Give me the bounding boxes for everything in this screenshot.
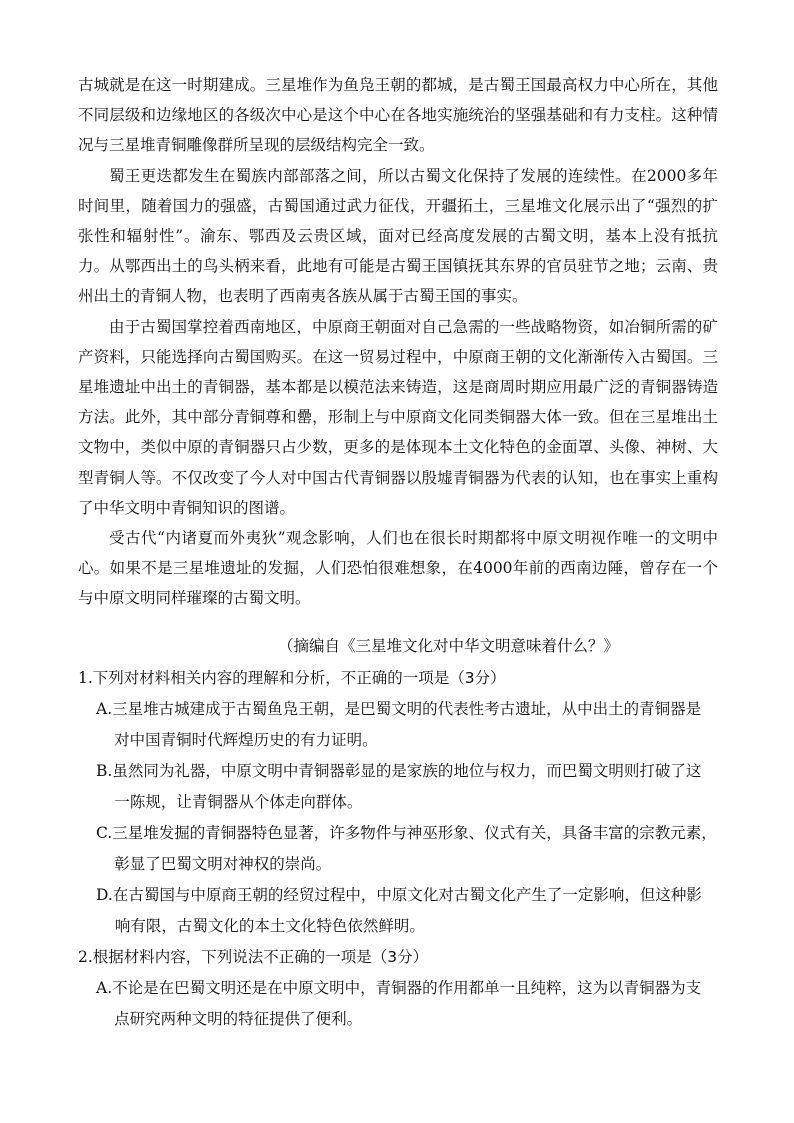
option-letter: A.: [96, 979, 113, 997]
passage-source: （摘编自《三星堆文化对中华文明意味着什么？》: [278, 637, 620, 655]
option-text: [112, 818, 728, 880]
option-text: [112, 694, 728, 756]
option-line: 在古蜀国与中原商王朝的经贸过程中，中原文化对古蜀文化产生了一定影响，但这种影: [112, 886, 702, 904]
option-letter: C.: [96, 824, 113, 842]
question-text: 根据材料内容，下列说法不正确的一项是（3分）: [92, 948, 429, 966]
option-line: 一陈规，让青铜器从个体走向群体。: [114, 793, 363, 811]
question-number: 2.: [78, 948, 93, 966]
option-line: 虽然同为礼器，中原文明中青铜器彰显的是家族的地位与权力，而巴蜀文明则打破了这: [112, 762, 702, 780]
option-a: [78, 694, 728, 756]
passage-paragraph: 古城就是在这一时期建成。三星堆作为鱼凫王朝的都城，是古蜀王国最高权力中心所在，其他不同层级和边缘地区的各级次中心是这个中心在各地实施统治的坚强基础和有力支柱。这种情况与三星堆青铜雕像群所呈现的层级结构完全一致。: [78, 76, 718, 155]
option-letter: B.: [96, 762, 113, 780]
option-d: [78, 880, 728, 942]
option-c: [78, 818, 728, 880]
option-line: 响有限，古蜀文化的本土文化特色依然鲜明。: [114, 917, 425, 935]
option-line: 彰显了巴蜀文明对神权的崇尚。: [114, 855, 332, 873]
option-line: 三星堆古城建成于古蜀鱼凫王朝，是巴蜀文明的代表性考古遗址，从中出土的青铜器是: [112, 700, 702, 718]
option-letter: D.: [96, 886, 113, 904]
question-number: 1.: [78, 669, 93, 687]
option-text: [112, 756, 728, 818]
option-text: [112, 973, 728, 1035]
question-text: 下列对材料相关内容的理解和分析，不正确的一项是（3分）: [92, 669, 506, 687]
question-stem: [78, 663, 728, 694]
option-letter: A.: [96, 700, 113, 718]
passage-paragraph: 蜀王更迭都发生在蜀族内部部落之间，所以古蜀文化保持了发展的连续性。在2000多年时间里，随着国力的强盛，古蜀国通过武力征伐，开疆拓土，三星堆文化展示出了“强烈的扩张性和辐射性”。渝东、鄂西及云贵区域，面对已经高度发展的古蜀文明，基本上没有抵抗力。从鄂西出土的鸟头柄来看，此地有可能是古蜀王国镇抚其东界的官员驻节之地；云南、贵州出土的青铜人物，也表明了西南夷各族从属于古蜀王国的事实。: [78, 166, 718, 306]
reading-passage: [78, 70, 718, 614]
option-line: 不论是在巴蜀文明还是在中原文明中，青铜器的作用都单一且纯粹，这为以青铜器为支: [112, 979, 702, 997]
option-text: [113, 880, 728, 942]
question-2: [78, 942, 728, 1035]
passage-paragraph: 受古代“内诸夏而外夷狄”观念影响，人们也在很长时期都将中原文明视作唯一的文明中心。如果不是三星堆遗址的发掘，人们恐怕很难想象，在4000年前的西南边陲，曾存在一个与中原文明同样璀璨的古蜀文明。: [78, 529, 718, 608]
option-line: 点研究两种文明的特征提供了便利。: [114, 1010, 363, 1028]
option-a: [78, 973, 728, 1035]
option-line: 对中国青铜时代辉煌历史的有力证明。: [114, 731, 378, 749]
question-1: [78, 663, 728, 942]
passage-paragraph: 由于古蜀国掌控着西南地区，中原商王朝面对自己急需的一些战略物资，如冶铜所需的矿产资料，只能选择向古蜀国购买。在这一贸易过程中，中原商王朝的文化渐渐传入古蜀国。三星堆遗址中出土的青铜器，基本都是以模范法来铸造，这是商周时期应用最广泛的青铜器铸造方法。此外，其中部分青铜尊和罍，形制上与中原商文化同类铜器大体一致。但在三星堆出土文物中，类似中原的青铜器只占少数，更多的是体现本土文化特色的金面罩、头像、神树、大型青铜人等。不仅改变了今人对中国古代青铜器以殷墟青铜器为代表的认知，也在事实上重构了中华文明中青铜知识的图谱。: [78, 317, 718, 517]
question-list: [78, 663, 728, 1035]
option-line: 三星堆发掘的青铜器特色显著，许多物件与神巫形象、仪式有关，具备丰富的宗教元素，: [112, 824, 717, 842]
option-b: [78, 756, 728, 818]
question-stem: [78, 942, 728, 973]
